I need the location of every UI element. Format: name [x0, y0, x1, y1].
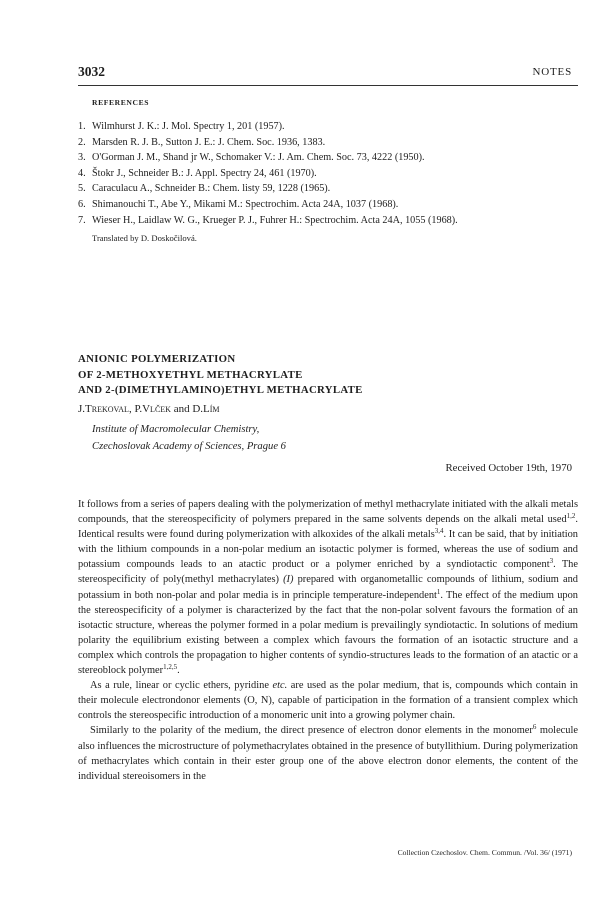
- references-heading: REFERENCES: [92, 98, 150, 107]
- translator-credit: Translated by D. Doskočilová.: [92, 233, 197, 243]
- article-title: [78, 352, 363, 399]
- reference-number: 5.: [78, 183, 86, 195]
- reference-text: O'Gorman J. M., Shand jr W., Schomaker V.: J. Am. Chem. Soc. 73, 4222 (1950).: [92, 152, 425, 164]
- citation-superscript: 6: [532, 723, 537, 732]
- reference-number: 1.: [78, 121, 86, 132]
- italic-text: etc.: [272, 680, 288, 692]
- body-paragraph: [78, 497, 578, 678]
- affiliation: [92, 421, 286, 455]
- reference-item: [78, 213, 578, 229]
- author-surname: Trekoval: [85, 403, 129, 415]
- body-paragraph: [78, 723, 578, 783]
- italic-text: (I): [283, 574, 294, 586]
- reference-number: 3.: [78, 152, 86, 164]
- reference-text: Wieser H., Laidlaw W. G., Krueger P. J., Fuhrer H.: Spectrochim. Acta 24A, 1055 (1968).: [92, 214, 458, 226]
- text-run: . It can be said, that by initiation with the lithium compounds in a non-polar medium an isotactic polymer is formed, whereas the use of sodium and potassium compounds leads to an atactic product or a polymer enriched by a syndiotactic component: [78, 529, 579, 571]
- reference-text: Marsden R. J. B., Sutton J. E.: J. Chem. Soc. 1936, 1383.: [92, 136, 326, 148]
- text-run: . Identical results were found during polymerization with alkoxides of the alkali metals: [78, 514, 578, 541]
- author-initial: P.: [134, 403, 143, 415]
- journal-footer: Collection Czechoslov. Chem. Commun. /Vol. 36/ (1971): [397, 848, 572, 857]
- text-run: As a rule, linear or cyclic ethers, pyridine: [90, 680, 273, 692]
- reference-item: [78, 135, 578, 151]
- reference-number: 4.: [78, 167, 86, 179]
- text-run: It follows from a series of papers dealing with the polymerization of methyl methacrylate initiated with the alkali metals compounds, that the stereospecificity of polymers prepared in the same solvents depends on the alkali metal used: [78, 499, 578, 526]
- title-line: AND 2-(DIMETHYLAMINO)ETHYL METHACRYLATE: [78, 384, 363, 396]
- text-run: are used as the polar medium, that is, compounds which contain in their molecule electrondonor elements (O, N), capable of participation in the formation of a transient complex which controls the stereospecific introduction of a monomeric unit into a growing polymer chain.: [78, 680, 578, 722]
- reference-item: [78, 197, 578, 213]
- reference-text: Shimanouchi T., Abe Y., Mikami M.: Spectrochim. Acta 24A, 1037 (1968).: [92, 198, 399, 210]
- author-separator: ,: [128, 403, 135, 415]
- author-initial: D.: [192, 403, 204, 415]
- body-paragraph: [78, 678, 578, 723]
- citation-superscript: 1,2,5: [163, 663, 178, 672]
- reference-item: [78, 181, 578, 197]
- affiliation-line: Institute of Macromolecular Chemistry,: [92, 424, 260, 435]
- author-list: [78, 403, 220, 415]
- text-run: . The stereospecificity of poly(methyl methacrylates): [78, 559, 578, 586]
- reference-item: [78, 166, 578, 182]
- reference-number: 7.: [78, 214, 86, 226]
- title-line: OF 2-METHOXYETHYL METHACRYLATE: [78, 368, 303, 381]
- author-initial: J.: [78, 403, 86, 415]
- text-run: .: [177, 665, 180, 677]
- citation-superscript: 1,2: [566, 512, 576, 521]
- reference-text: Caraculacu A., Schneider B.: Chem. listy 59, 1228 (1965).: [92, 183, 331, 195]
- reference-text: Štokr J., Schneider B.: J. Appl. Spectry 24, 461 (1970).: [92, 167, 317, 179]
- title-line: ANIONIC POLYMERIZATION: [78, 353, 236, 365]
- article-body: [78, 497, 578, 784]
- author-surname: Lím: [203, 403, 220, 415]
- citation-superscript: 3: [549, 557, 554, 566]
- text-run: . The effect of the medium upon the stereospecificity of a polymer is characterized by the fact that the non-polar solvent favours the formation of an isotactic structure, whereas the polymer formed in a polar medium is prevailingly syndiotactic. In solutions of medium polarity the equilibrium existing between a complex which favours the formation of an isotactic structure and a complex which controls the propagation to higher contents of syndio-structures leads to the formation of an atactic or a stereoblock polymer: [78, 589, 578, 677]
- text-run: prepared with organometallic compounds of lithium, sodium and potassium in both non-polar and polar media is in principle temperature-independent: [78, 574, 578, 601]
- text-run: molecule also influences the microstructure of polymethacrylates obtained in the presence of butyllithium. During polymerization of methacrylates which contain in their ester group one of the above electron donor elements, the content of the individual stereoisomers in the: [78, 725, 578, 782]
- text-run: Similarly to the polarity of the medium, the direct presence of electron donor elements in the monomer: [90, 725, 533, 737]
- reference-item: [78, 150, 578, 166]
- page-number: 3032: [78, 64, 105, 79]
- reference-item: [78, 119, 578, 135]
- received-date: Received October 19th, 1970: [445, 462, 572, 474]
- references-list: [78, 119, 578, 228]
- citation-superscript: 3,4: [434, 527, 444, 536]
- reference-number: 2.: [78, 136, 86, 148]
- section-label: NOTES: [532, 66, 572, 78]
- affiliation-line: Czechoslovak Academy of Sciences, Prague 6: [92, 441, 286, 452]
- author-surname: Vlček: [142, 403, 171, 415]
- reference-number: 6.: [78, 198, 86, 210]
- header-rule: [78, 85, 578, 86]
- citation-superscript: 1: [436, 587, 441, 596]
- reference-text: Wilmhurst J. K.: J. Mol. Spectry 1, 201 (1957).: [92, 121, 285, 132]
- author-separator: and: [170, 403, 193, 415]
